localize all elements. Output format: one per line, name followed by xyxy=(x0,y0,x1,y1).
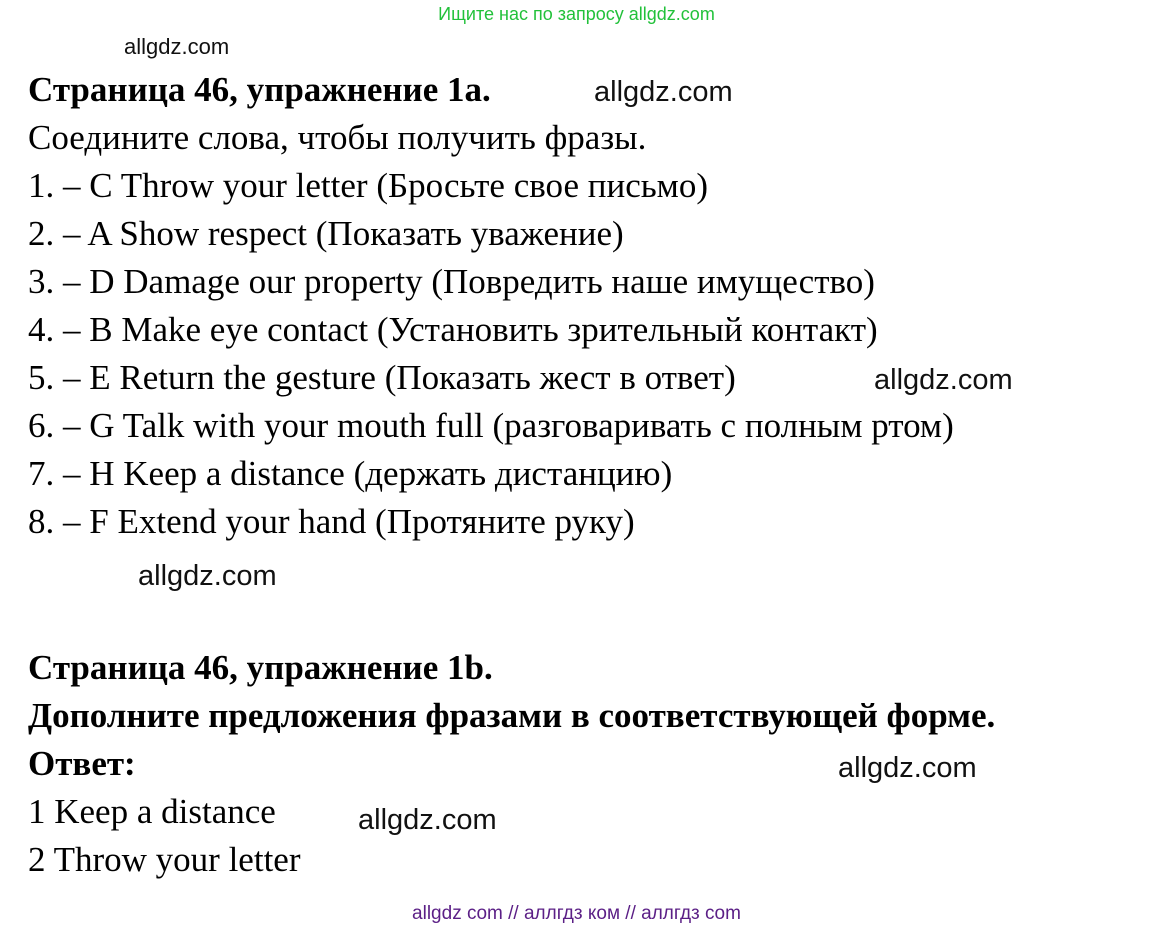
footer-links[interactable]: allgdz com // аллгдз ком // аллгдз com xyxy=(412,903,741,924)
exercise-1b-title: Страница 46, упражнение 1b. xyxy=(28,648,493,687)
answer-label: Ответ: xyxy=(28,744,136,783)
list-item: 2. – A Show respect (Показать уважение) xyxy=(28,214,624,253)
list-item: 5. – E Return the gesture (Показать жест в ответ) xyxy=(28,358,736,397)
answer-item: 1 Keep a distance xyxy=(28,792,276,831)
watermark: allgdz.com xyxy=(594,76,733,108)
exercise-1b-instruction: Дополните предложения фразами в соответствующей форме. xyxy=(28,696,996,735)
watermark: allgdz.com xyxy=(838,752,977,784)
watermark: allgdz.com xyxy=(138,560,277,592)
list-item: 4. – B Make eye contact (Установить зрительный контакт) xyxy=(28,310,878,349)
exercise-1a-instruction: Соедините слова, чтобы получить фразы. xyxy=(28,118,647,157)
watermark: allgdz.com xyxy=(124,34,230,59)
list-item: 1. – C Throw your letter (Бросьте свое письмо) xyxy=(28,166,708,205)
list-item: 8. – F Extend your hand (Протяните руку) xyxy=(28,502,635,541)
exercise-1a-title: Страница 46, упражнение 1a. xyxy=(28,70,491,109)
watermark: allgdz.com xyxy=(358,804,497,836)
list-item: 7. – H Keep a distance (держать дистанцию) xyxy=(28,454,673,493)
search-hint[interactable]: Ищите нас по запросу allgdz.com xyxy=(438,4,715,24)
watermark: allgdz.com xyxy=(874,364,1013,396)
list-item: 6. – G Talk with your mouth full (разговаривать с полным ртом) xyxy=(28,406,954,445)
answer-item: 2 Throw your letter xyxy=(28,840,301,879)
list-item: 3. – D Damage our property (Повредить наше имущество) xyxy=(28,262,875,301)
